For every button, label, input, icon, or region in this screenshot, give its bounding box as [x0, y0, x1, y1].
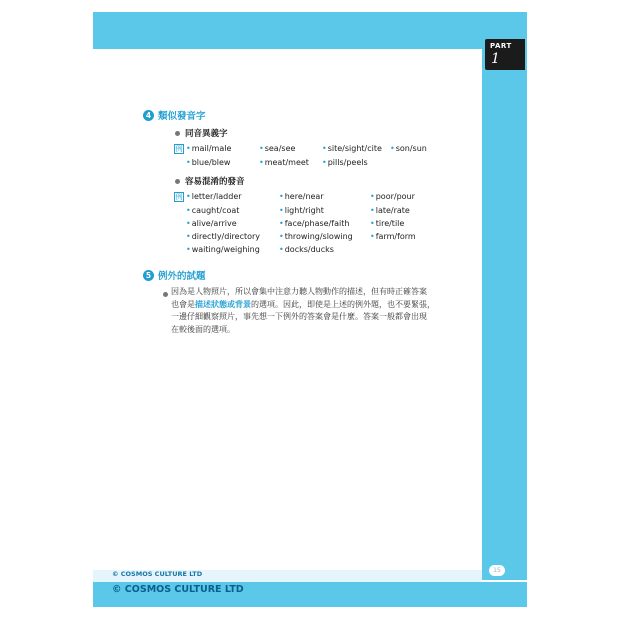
- word-item: • letter/ladder: [186, 192, 242, 201]
- part-number: 1: [491, 51, 500, 67]
- watermark-small: © COSMOS CULTURE LTD: [112, 570, 203, 578]
- bullet-dot-icon: [163, 292, 168, 297]
- word-item: • pills/peels: [322, 158, 368, 167]
- word-item: • poor/pour: [370, 192, 415, 201]
- homophones-title: 同音異義字: [185, 129, 228, 139]
- word-item: • meat/meet: [259, 158, 309, 167]
- section-5-heading: [143, 268, 206, 282]
- word-item: • farm/form: [370, 232, 416, 241]
- section-4-title: 類似發音字: [158, 111, 206, 122]
- book-page: [93, 12, 527, 607]
- paragraph-text: 也會是: [171, 299, 195, 309]
- word-item: • docks/ducks: [279, 245, 334, 254]
- word-item: • sea/see: [259, 144, 295, 153]
- word-item: • alive/arrive: [186, 219, 237, 228]
- homophones-heading: [175, 127, 228, 139]
- word-item: • tire/tile: [370, 219, 404, 228]
- word-item: • caught/coat: [186, 206, 239, 215]
- right-color-band: [482, 49, 527, 580]
- example-marker-icon: 例: [175, 145, 183, 153]
- bullet-dot-icon: [175, 131, 180, 136]
- section-4-number-badge: 4: [143, 110, 154, 121]
- word-item: • here/near: [279, 192, 324, 201]
- paragraph-line: 在較後面的選項。: [171, 324, 235, 334]
- top-color-band: [93, 12, 527, 49]
- paragraph-text: 的選項。因此，即使是上述的例外題，也不要緊張，: [251, 299, 435, 309]
- word-item: • blue/blew: [186, 158, 230, 167]
- word-item: • son/sun: [390, 144, 427, 153]
- confusing-title: 容易混淆的發音: [185, 177, 245, 187]
- confusing-heading: [175, 175, 245, 187]
- section-4-heading: [143, 108, 206, 122]
- word-item: • throwing/slowing: [279, 232, 353, 241]
- bullet-dot-icon: [175, 179, 180, 184]
- paragraph-line: [171, 299, 469, 312]
- example-marker-icon: 例: [175, 193, 183, 201]
- page-number: 15: [489, 565, 505, 576]
- section-5-number-badge: 5: [143, 270, 154, 281]
- paragraph-line: 一邊仔細觀察照片，事先想一下例外的答案會是什麼。答案一般都會出現: [171, 312, 427, 321]
- section-5-paragraph: [171, 286, 469, 336]
- watermark-large: © COSMOS CULTURE LTD: [112, 584, 244, 595]
- word-item: • mail/male: [186, 144, 231, 153]
- paragraph-line: 因為是人物照片，所以會集中注意力聽人物動作的描述，但有時正確答案: [171, 287, 427, 296]
- section-5-title: 例外的試題: [158, 271, 206, 282]
- part-tab: [485, 39, 525, 70]
- word-item: • late/rate: [370, 206, 410, 215]
- highlighted-text: 描述狀態或背景: [195, 299, 251, 309]
- part-label: PART: [490, 42, 512, 50]
- word-item: • light/right: [279, 206, 324, 215]
- word-item: • waiting/weighing: [186, 245, 260, 254]
- word-item: • site/sight/cite: [322, 144, 382, 153]
- word-item: • face/phase/faith: [279, 219, 349, 228]
- word-item: • directly/directory: [186, 232, 260, 241]
